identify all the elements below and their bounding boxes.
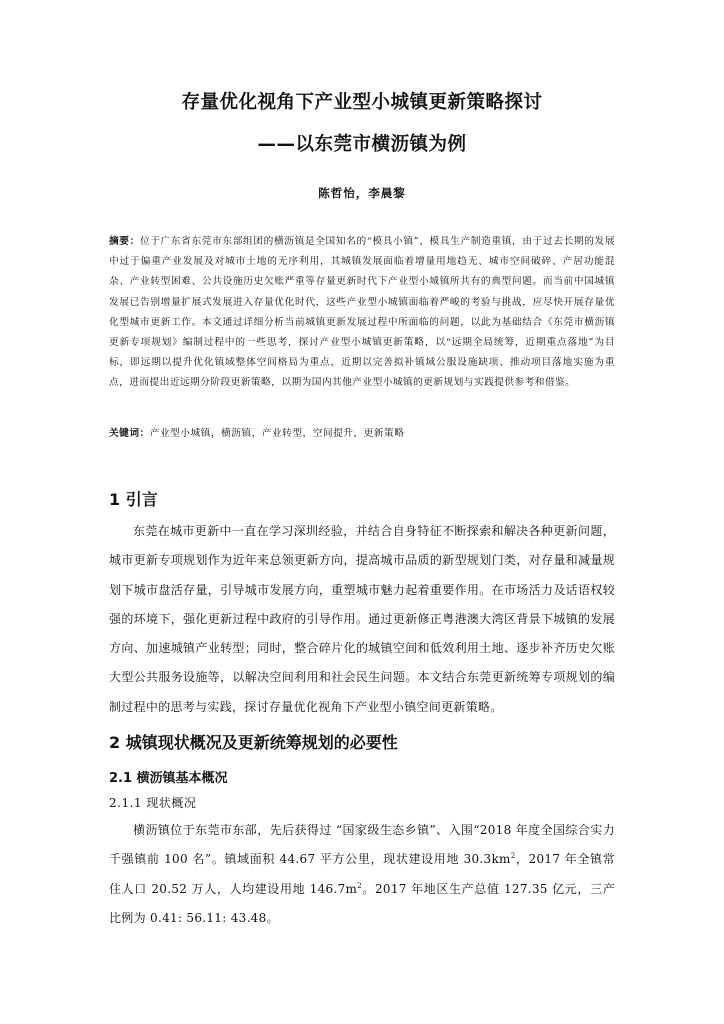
section-heading-introduction: 1 引言: [109, 490, 158, 509]
abstract-label: 摘要：: [109, 236, 140, 247]
author-list: 陈哲怡，李晨黎: [318, 186, 406, 200]
keywords: [109, 424, 615, 444]
status-paragraph: [109, 816, 615, 933]
abstract: [109, 232, 615, 394]
status-text-part3: 。2017 年地区生产总值 127.35 亿元，三产比例为 0.41: 56.11: 43.48。: [109, 881, 615, 925]
keywords-text: 产业型小城镇，横沥镇，产业转型，空间提升，更新策略: [149, 428, 405, 439]
paper-subtitle: ——以东莞市横沥镇为例: [257, 134, 467, 155]
keywords-label: 关键词：: [109, 428, 150, 439]
paper-title: 存量优化视角下产业型小城镇更新策略探讨: [181, 92, 543, 113]
status-text-part2: ，2017 年全镇常住人口 20.52 万人，人均建设用地 146.7m: [109, 852, 616, 896]
status-text-part1: 横沥镇位于东莞市东部，先后获得过 “国家级生态乡镇”、入围“2018 年度全国综合实力千强镇前 100 名”。镇域面积 44.67 平方公里，现状建设用地 30.3km: [109, 823, 615, 867]
subsubsection-heading: 2.1.1 现状概况: [109, 796, 197, 810]
introduction-paragraph: 东莞在城市更新中一直在学习深圳经验，并结合自身特征不断探索和解决各种更新问题，城市更新专项规划作为近年来总领更新方向，提高城市品质的新型规划门类，对存量和减量规划下城市盘活存量，引导城市发展方向，重塑城市魅力起着重要作用。在市场活力及话语权较强的环境下，强化更新过程中政府的引导作用。通过更新修正粤港澳大湾区背景下城镇的发展方向、加速城镇产业转型；同时，整合碎片化的城镇空间和低效利用土地、逐步补齐历史欠账大型公共服务设施等，以解决空间利用和社会民生问题。本文结合东莞更新统筹专项规划的编制过程中的思考与实践，探讨存量优化视角下产业型小镇空间更新策略。: [109, 524, 615, 714]
section-heading-overview: 2 城镇现状概况及更新统筹规划的必要性: [109, 733, 398, 752]
superscript-2: 2: [357, 881, 362, 890]
abstract-text: 位于广东省东莞市东部组团的横沥镇是全国知名的“模具小镇”、模具生产制造重镇，由于过去长期的发展中过于偏重产业发展及对城市土地的无序利用，其城镇发展面临着增量用地趋无、城市空间破碎、产居功能混杂、产业转型困难、公共设施历史欠账严重等存量更新时代下产业型小城镇所共有的典型问题。而当前中国城镇发展已告别增量扩展式发展进入存量优化时代，这些产业型小城镇面临着严峻的考验与挑战，应尽快开展存量优化型城市更新工作。本文通过详细分析当前城镇更新发展过程中所面临的问题，以此为基础结合《东莞市横沥镇更新专项规划》编制过程中的一些思考，探讨产业型小城镇更新策略，以“远期全局统筹，近期重点落地”为目标，即远期以提升优化镇域整体空间格局为重点，近期以完善拟补镇域公服设施缺项、推动项目落地实施为重点，进而提出近远期分阶段更新策略，以期为国内其他产业型小城镇的更新规划与实践提供参考和借鉴。: [109, 236, 615, 389]
superscript-2: 2: [510, 852, 516, 861]
subsection-heading: 2.1 横沥镇基本概况: [109, 771, 228, 786]
